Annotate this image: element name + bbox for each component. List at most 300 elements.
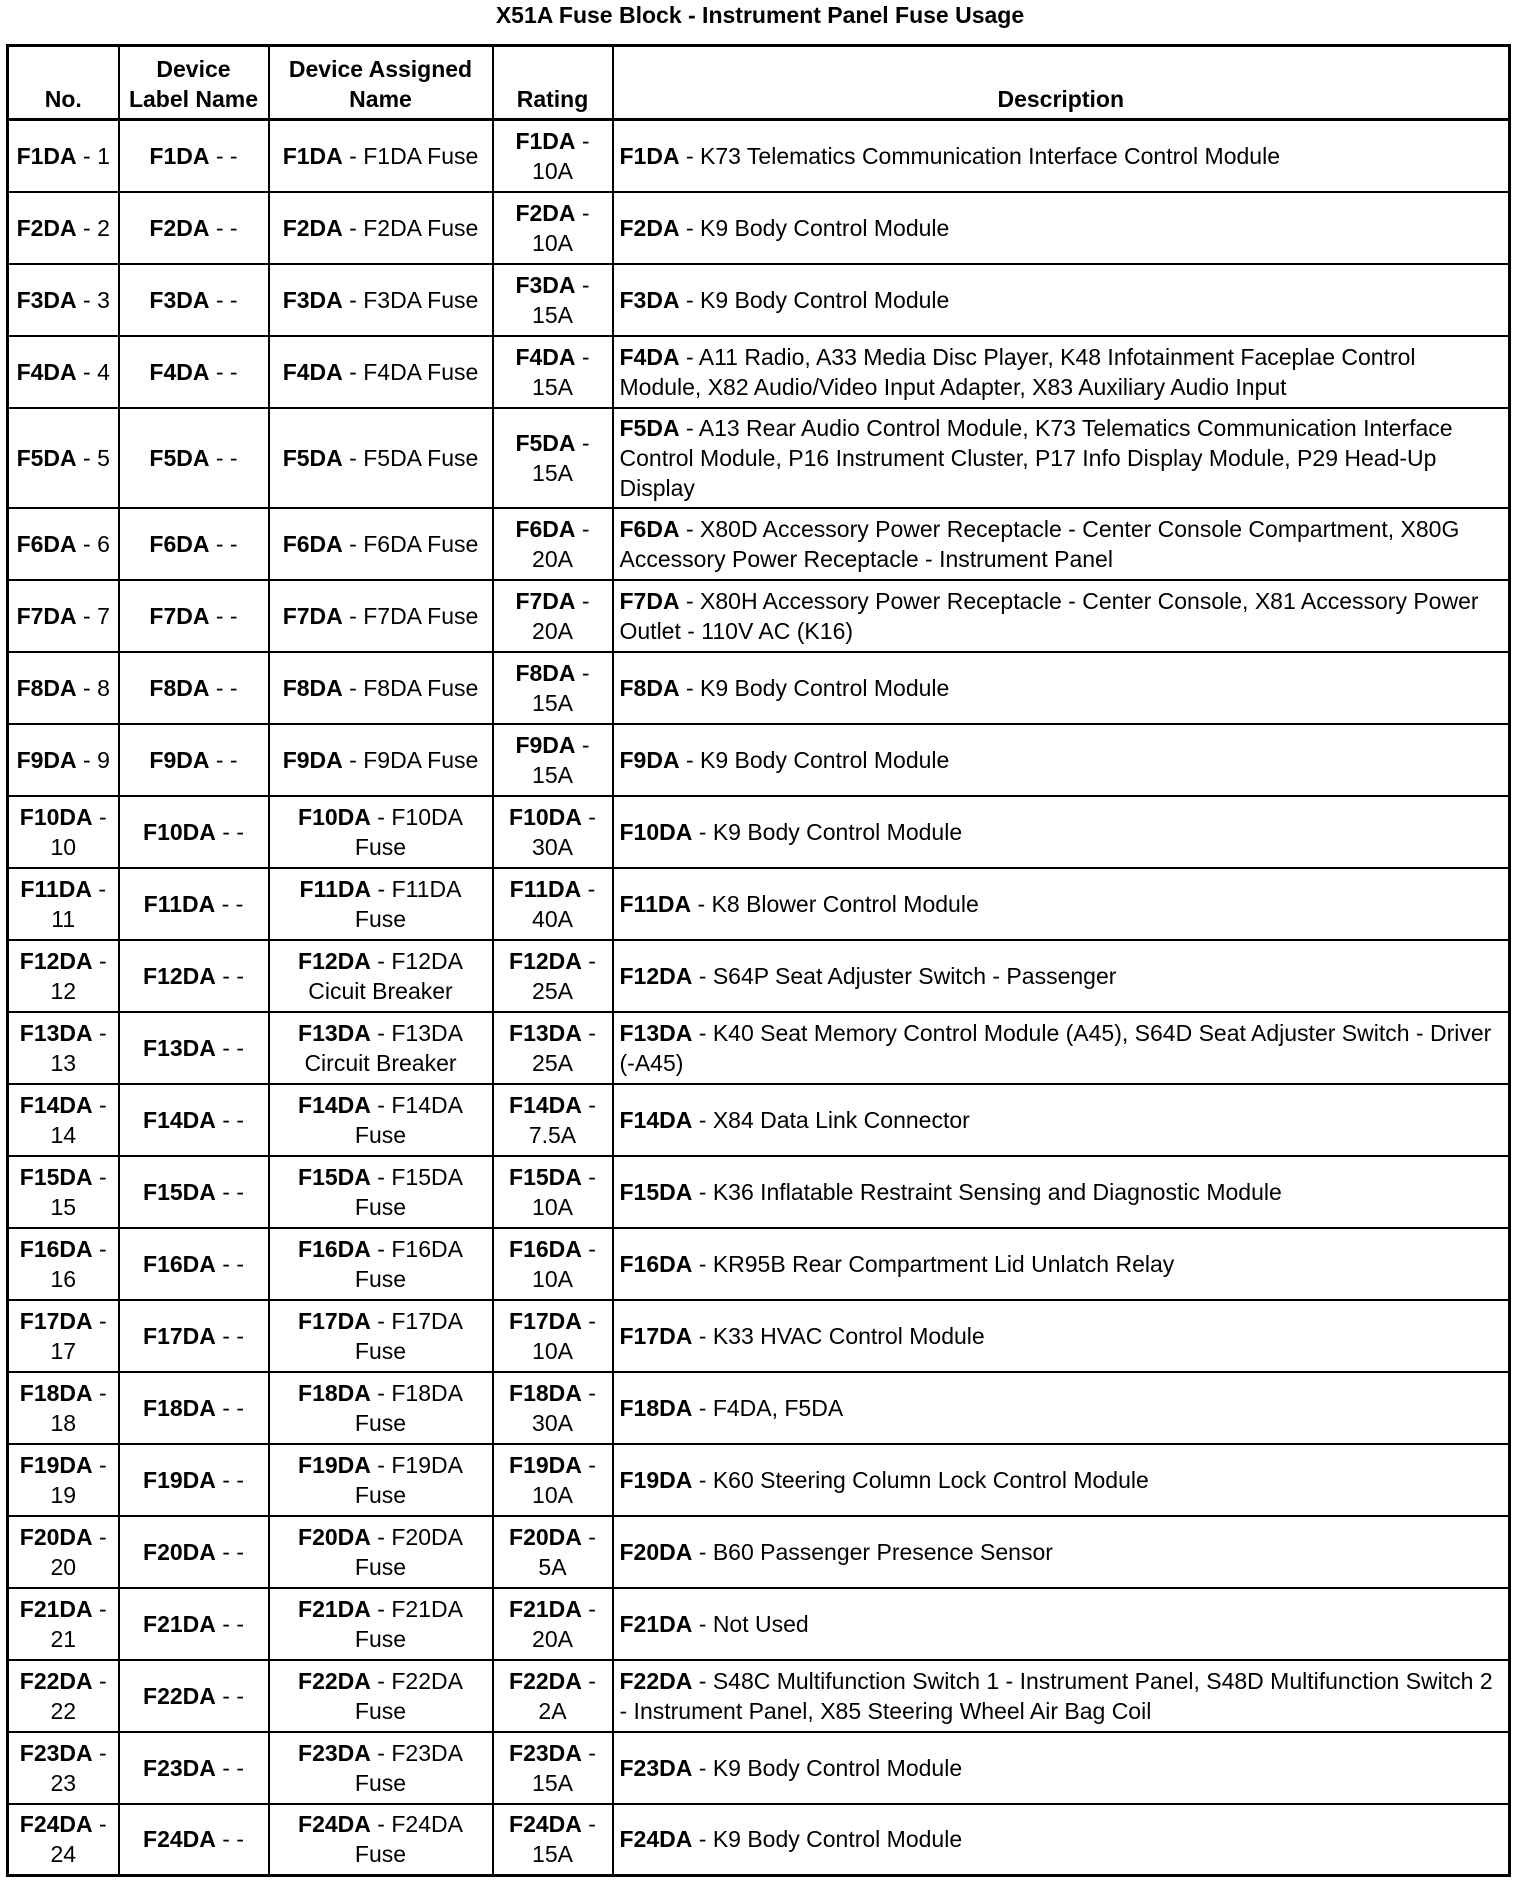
table-row: [8, 408, 1510, 508]
cell-no: F3DA - 3: [8, 264, 119, 336]
fuse-id: F13DA: [619, 1019, 693, 1046]
cell-rating: F12DA - 25A: [493, 940, 613, 1012]
cell-device-assigned-name: F7DA - F7DA Fuse: [269, 580, 493, 652]
cell-no: F6DA - 6: [8, 508, 119, 580]
description-text: K40 Seat Memory Control Module (A45), S64D Seat Adjuster Switch - Driver (-A45): [619, 1019, 1492, 1076]
cell-device-label-name: F7DA - -: [119, 580, 269, 652]
assigned-name: F8DA Fuse: [363, 674, 479, 701]
fuse-id: F19DA: [298, 1451, 371, 1478]
table-row: [8, 652, 1510, 724]
cell-rating: F4DA - 15A: [493, 336, 613, 408]
cell-device-label-name: F22DA - -: [119, 1660, 269, 1732]
cell-device-label-name: F15DA - -: [119, 1156, 269, 1228]
fuse-id: F10DA: [509, 803, 582, 830]
fuse-id: F12DA: [19, 947, 93, 974]
table-row: [8, 1732, 1510, 1804]
cell-rating: F17DA - 10A: [493, 1300, 613, 1372]
fuse-id: F8DA: [619, 674, 680, 701]
assigned-name: F21DA Fuse: [354, 1595, 463, 1652]
fuse-id: F1DA: [619, 142, 680, 169]
table-row: [8, 1804, 1510, 1876]
cell-no: F2DA - 2: [8, 192, 119, 264]
fuse-id: F21DA: [298, 1595, 371, 1622]
cell-description: F10DA - K9 Body Control Module: [613, 796, 1510, 868]
fuse-id: F12DA: [298, 947, 371, 974]
cell-description: F6DA - X80D Accessory Power Receptacle - Center Console Compartment, X80G Accessory Power Receptacle - Instrument Panel: [613, 508, 1510, 580]
fuse-id: F14DA: [298, 1091, 371, 1118]
rating-value: 15A: [532, 459, 573, 486]
fuse-id: F19DA: [619, 1466, 693, 1493]
fuse-id: F22DA: [298, 1667, 371, 1694]
fuse-id: F10DA: [619, 818, 693, 845]
cell-device-label-name: F16DA - -: [119, 1228, 269, 1300]
cell-device-assigned-name: F19DA - F19DA Fuse: [269, 1444, 493, 1516]
fuse-id: F22DA: [143, 1682, 216, 1709]
fuse-id: F9DA: [282, 746, 343, 773]
fuse-id: F7DA: [282, 602, 343, 629]
description-text: S48C Multifunction Switch 1 - Instrument Panel, S48D Multifunction Switch 2 - Instrument Panel, X85 Steering Wheel Air Bag Coil: [619, 1667, 1493, 1724]
table-row: [8, 264, 1510, 336]
description-text: A11 Radio, A33 Media Disc Player, K48 Infotainment Faceplae Control Module, X82 Audio/Video Input Adapter, X83 Auxiliary Audio Input: [619, 343, 1416, 400]
fuse-id: F9DA: [619, 746, 680, 773]
fuse-id: F2DA: [149, 214, 210, 241]
fuse-id: F22DA: [619, 1667, 693, 1694]
table-body: [8, 120, 1510, 1876]
fuse-id: F21DA: [143, 1610, 216, 1637]
fuse-id: F11DA: [299, 875, 372, 902]
cell-device-assigned-name: F12DA - F12DA Cicuit Breaker: [269, 940, 493, 1012]
description-text: K36 Inflatable Restraint Sensing and Diagnostic Module: [712, 1178, 1282, 1205]
assigned-name: F12DA Cicuit Breaker: [308, 947, 463, 1004]
description-text: K9 Body Control Module: [700, 674, 950, 701]
rating-value: 15A: [532, 1841, 573, 1868]
rating-value: 20A: [532, 1625, 573, 1652]
description-text: K9 Body Control Module: [712, 818, 963, 845]
cell-rating: F21DA - 20A: [493, 1588, 613, 1660]
cell-no: F5DA - 5: [8, 408, 119, 508]
fuse-id: F22DA: [509, 1667, 582, 1694]
cell-no: F22DA - 22: [8, 1660, 119, 1732]
column-header-device-assigned-name: Device Assigned Name: [269, 46, 493, 120]
cell-description: F13DA - K40 Seat Memory Control Module (A45), S64D Seat Adjuster Switch - Driver (-A45): [613, 1012, 1510, 1084]
fuse-number: 17: [50, 1337, 77, 1364]
cell-rating: F8DA - 15A: [493, 652, 613, 724]
fuse-id: F1DA: [515, 127, 576, 154]
fuse-id: F5DA: [149, 444, 210, 471]
cell-device-assigned-name: F2DA - F2DA Fuse: [269, 192, 493, 264]
cell-device-assigned-name: F6DA - F6DA Fuse: [269, 508, 493, 580]
fuse-number: 3: [97, 286, 110, 313]
cell-rating: F9DA - 15A: [493, 724, 613, 796]
fuse-number: 15: [50, 1193, 77, 1220]
cell-device-label-name: F3DA - -: [119, 264, 269, 336]
table-row: [8, 1156, 1510, 1228]
rating-value: 40A: [532, 905, 573, 932]
cell-rating: F20DA - 5A: [493, 1516, 613, 1588]
assigned-name: F13DA Circuit Breaker: [304, 1019, 463, 1076]
fuse-id: F8DA: [149, 674, 210, 701]
rating-value: 7.5A: [528, 1121, 577, 1148]
description-text: K33 HVAC Control Module: [712, 1322, 985, 1349]
cell-description: F2DA - K9 Body Control Module: [613, 192, 1510, 264]
cell-device-assigned-name: F23DA - F23DA Fuse: [269, 1732, 493, 1804]
rating-value: 10A: [532, 1481, 573, 1508]
description-text: K9 Body Control Module: [712, 1826, 963, 1853]
rating-value: 5A: [538, 1553, 567, 1580]
fuse-id: F16DA: [298, 1235, 371, 1262]
cell-description: F19DA - K60 Steering Column Lock Control Module: [613, 1444, 1510, 1516]
cell-description: F22DA - S48C Multifunction Switch 1 - Instrument Panel, S48D Multifunction Switch 2 - Instrument Panel, X85 Steering Wheel Air Bag Coil: [613, 1660, 1510, 1732]
fuse-id: F17DA: [143, 1322, 216, 1349]
fuse-number: 20: [50, 1553, 77, 1580]
fuse-id: F15DA: [509, 1163, 582, 1190]
cell-device-assigned-name: F13DA - F13DA Circuit Breaker: [269, 1012, 493, 1084]
rating-value: 10A: [532, 229, 573, 256]
cell-rating: F23DA - 15A: [493, 1732, 613, 1804]
rating-value: 10A: [532, 1337, 573, 1364]
assigned-name: F24DA Fuse: [354, 1811, 463, 1868]
table-row: [8, 1516, 1510, 1588]
cell-device-assigned-name: F18DA - F18DA Fuse: [269, 1372, 493, 1444]
assigned-name: F19DA Fuse: [354, 1451, 463, 1508]
fuse-id: F4DA: [149, 358, 210, 385]
rating-value: 15A: [532, 301, 573, 328]
description-text: S64P Seat Adjuster Switch - Passenger: [712, 962, 1117, 989]
fuse-id: F6DA: [149, 530, 210, 557]
assigned-name: F7DA Fuse: [363, 602, 479, 629]
fuse-number: 23: [50, 1769, 77, 1796]
fuse-id: F4DA: [282, 358, 343, 385]
cell-device-label-name: F9DA - -: [119, 724, 269, 796]
fuse-id: F8DA: [16, 674, 77, 701]
cell-device-label-name: F24DA - -: [119, 1804, 269, 1876]
assigned-name: F4DA Fuse: [363, 358, 479, 385]
assigned-name: F9DA Fuse: [363, 746, 479, 773]
rating-value: 15A: [532, 1769, 573, 1796]
cell-description: F8DA - K9 Body Control Module: [613, 652, 1510, 724]
cell-rating: F19DA - 10A: [493, 1444, 613, 1516]
cell-rating: F10DA - 30A: [493, 796, 613, 868]
fuse-id: F19DA: [509, 1451, 582, 1478]
fuse-id: F18DA: [619, 1394, 693, 1421]
fuse-id: F17DA: [509, 1307, 582, 1334]
fuse-id: F15DA: [19, 1163, 93, 1190]
fuse-id: F2DA: [515, 199, 576, 226]
cell-description: F17DA - K33 HVAC Control Module: [613, 1300, 1510, 1372]
cell-device-label-name: F20DA - -: [119, 1516, 269, 1588]
cell-device-assigned-name: F4DA - F4DA Fuse: [269, 336, 493, 408]
fuse-id: F4DA: [619, 343, 680, 370]
cell-description: F21DA - Not Used: [613, 1588, 1510, 1660]
description-text: K9 Body Control Module: [700, 746, 950, 773]
cell-device-label-name: F10DA - -: [119, 796, 269, 868]
fuse-id: F13DA: [509, 1019, 582, 1046]
table-row: [8, 1444, 1510, 1516]
fuse-id: F24DA: [509, 1811, 582, 1838]
fuse-id: F16DA: [19, 1235, 93, 1262]
cell-rating: F16DA - 10A: [493, 1228, 613, 1300]
fuse-number: 16: [50, 1265, 77, 1292]
fuse-number: 7: [97, 602, 110, 629]
fuse-id: F18DA: [19, 1379, 93, 1406]
fuse-id: F21DA: [619, 1610, 693, 1637]
table-row: [8, 192, 1510, 264]
assigned-name: F1DA Fuse: [363, 142, 479, 169]
assigned-name: F11DA Fuse: [354, 875, 462, 932]
cell-description: F24DA - K9 Body Control Module: [613, 1804, 1510, 1876]
fuse-id: F4DA: [16, 358, 77, 385]
cell-device-assigned-name: F24DA - F24DA Fuse: [269, 1804, 493, 1876]
fuse-number: 22: [50, 1697, 77, 1724]
cell-no: F19DA - 19: [8, 1444, 119, 1516]
cell-device-label-name: F11DA - -: [119, 868, 269, 940]
fuse-id: F15DA: [619, 1178, 693, 1205]
cell-device-assigned-name: F3DA - F3DA Fuse: [269, 264, 493, 336]
rating-value: 15A: [532, 761, 573, 788]
fuse-number: 24: [50, 1841, 77, 1868]
rating-value: 10A: [532, 1265, 573, 1292]
fuse-id: F11DA: [20, 875, 93, 902]
cell-rating: F7DA - 20A: [493, 580, 613, 652]
fuse-id: F5DA: [515, 429, 576, 456]
page-title: X51A Fuse Block - Instrument Panel Fuse Usage: [495, 2, 1025, 28]
description-text: Not Used: [712, 1610, 809, 1637]
cell-no: F23DA - 23: [8, 1732, 119, 1804]
fuse-id: F19DA: [19, 1451, 93, 1478]
fuse-id: F20DA: [619, 1538, 693, 1565]
fuse-id: F16DA: [509, 1235, 582, 1262]
cell-no: F15DA - 15: [8, 1156, 119, 1228]
rating-value: 30A: [532, 833, 573, 860]
assigned-name: F22DA Fuse: [354, 1667, 463, 1724]
cell-no: F17DA - 17: [8, 1300, 119, 1372]
cell-no: F1DA - 1: [8, 120, 119, 192]
table-row: [8, 724, 1510, 796]
cell-device-assigned-name: F8DA - F8DA Fuse: [269, 652, 493, 724]
cell-description: F20DA - B60 Passenger Presence Sensor: [613, 1516, 1510, 1588]
fuse-id: F24DA: [619, 1826, 693, 1853]
cell-description: F4DA - A11 Radio, A33 Media Disc Player, K48 Infotainment Faceplae Control Module, X82 Audio/Video Input Adapter, X83 Auxiliary Audio Input: [613, 336, 1510, 408]
assigned-name: F10DA Fuse: [354, 803, 463, 860]
table-row: [8, 1300, 1510, 1372]
cell-no: F12DA - 12: [8, 940, 119, 1012]
table-row: [8, 1588, 1510, 1660]
cell-device-assigned-name: F11DA - F11DA Fuse: [269, 868, 493, 940]
cell-device-label-name: F17DA - -: [119, 1300, 269, 1372]
fuse-id: F6DA: [16, 530, 77, 557]
fuse-number: 10: [50, 833, 77, 860]
cell-device-label-name: F18DA - -: [119, 1372, 269, 1444]
fuse-id: F3DA: [619, 286, 680, 313]
fuse-id: F7DA: [619, 587, 680, 614]
cell-rating: F14DA - 7.5A: [493, 1084, 613, 1156]
table-row: [8, 336, 1510, 408]
column-header-no: No.: [8, 46, 119, 120]
fuse-id: F13DA: [19, 1019, 93, 1046]
fuse-id: F3DA: [16, 286, 77, 313]
fuse-id: F5DA: [619, 414, 680, 441]
fuse-id: F11DA: [509, 875, 582, 902]
fuse-id: F24DA: [143, 1826, 216, 1853]
fuse-id: F12DA: [509, 947, 582, 974]
cell-description: F7DA - X80H Accessory Power Receptacle - Center Console, X81 Accessory Power Outlet - 110V AC (K16): [613, 580, 1510, 652]
table-row: [8, 508, 1510, 580]
cell-device-label-name: F1DA - -: [119, 120, 269, 192]
cell-no: F20DA - 20: [8, 1516, 119, 1588]
cell-no: F18DA - 18: [8, 1372, 119, 1444]
cell-device-assigned-name: F5DA - F5DA Fuse: [269, 408, 493, 508]
cell-no: F16DA - 16: [8, 1228, 119, 1300]
assigned-name: F2DA Fuse: [363, 214, 479, 241]
table-row: [8, 580, 1510, 652]
cell-device-assigned-name: F15DA - F15DA Fuse: [269, 1156, 493, 1228]
fuse-number: 6: [97, 530, 110, 557]
fuse-id: F16DA: [619, 1250, 693, 1277]
fuse-number: 21: [50, 1625, 77, 1652]
assigned-name: F16DA Fuse: [354, 1235, 463, 1292]
fuse-id: F4DA: [515, 343, 576, 370]
description-text: B60 Passenger Presence Sensor: [712, 1538, 1053, 1565]
description-text: X80D Accessory Power Receptacle - Center Console Compartment, X80G Accessory Power Receptacle - Instrument Panel: [619, 515, 1460, 572]
cell-description: F16DA - KR95B Rear Compartment Lid Unlatch Relay: [613, 1228, 1510, 1300]
table-row: [8, 796, 1510, 868]
fuse-number: 9: [97, 746, 110, 773]
assigned-name: F5DA Fuse: [363, 444, 479, 471]
cell-device-label-name: F13DA - -: [119, 1012, 269, 1084]
fuse-id: F5DA: [16, 444, 77, 471]
fuse-id: F23DA: [19, 1739, 93, 1766]
cell-description: F23DA - K9 Body Control Module: [613, 1732, 1510, 1804]
cell-rating: F1DA - 10A: [493, 120, 613, 192]
cell-device-label-name: F19DA - -: [119, 1444, 269, 1516]
cell-description: F3DA - K9 Body Control Module: [613, 264, 1510, 336]
cell-rating: F15DA - 10A: [493, 1156, 613, 1228]
rating-value: 25A: [532, 977, 573, 1004]
fuse-id: F15DA: [298, 1163, 371, 1190]
fuse-id: F20DA: [298, 1523, 371, 1550]
fuse-number: 19: [50, 1481, 77, 1508]
cell-device-assigned-name: F16DA - F16DA Fuse: [269, 1228, 493, 1300]
column-header-description: Description: [613, 46, 1510, 120]
fuse-number: 18: [50, 1409, 77, 1436]
description-text: K73 Telematics Communication Interface Control Module: [700, 142, 1280, 169]
fuse-id: F6DA: [619, 515, 680, 542]
assigned-name: F17DA Fuse: [354, 1307, 463, 1364]
fuse-number: 4: [97, 358, 110, 385]
fuse-id: F3DA: [149, 286, 210, 313]
cell-no: F7DA - 7: [8, 580, 119, 652]
description-text: X80H Accessory Power Receptacle - Center Console, X81 Accessory Power Outlet - 110V AC (K16): [619, 587, 1479, 644]
fuse-id: F20DA: [19, 1523, 93, 1550]
fuse-id: F1DA: [149, 142, 210, 169]
cell-rating: F6DA - 20A: [493, 508, 613, 580]
fuse-id: F13DA: [143, 1034, 216, 1061]
cell-device-label-name: F4DA - -: [119, 336, 269, 408]
rating-value: 20A: [532, 545, 573, 572]
cell-no: F11DA - 11: [8, 868, 119, 940]
cell-description: F15DA - K36 Inflatable Restraint Sensing and Diagnostic Module: [613, 1156, 1510, 1228]
fuse-number: 12: [50, 977, 77, 1004]
table-row: [8, 1372, 1510, 1444]
fuse-id: F10DA: [143, 818, 216, 845]
table-row: [8, 940, 1510, 1012]
cell-no: F4DA - 4: [8, 336, 119, 408]
table-row: [8, 1012, 1510, 1084]
table-row: [8, 1084, 1510, 1156]
fuse-id: F21DA: [509, 1595, 582, 1622]
table-row: [8, 1660, 1510, 1732]
fuse-id: F13DA: [298, 1019, 371, 1046]
fuse-id: F7DA: [16, 602, 77, 629]
fuse-id: F1DA: [282, 142, 343, 169]
assigned-name: F18DA Fuse: [354, 1379, 463, 1436]
cell-device-label-name: F23DA - -: [119, 1732, 269, 1804]
fuse-id: F9DA: [515, 731, 576, 758]
fuse-id: F20DA: [143, 1538, 216, 1565]
table-row: [8, 868, 1510, 940]
fuse-id: F9DA: [149, 746, 210, 773]
cell-device-assigned-name: F22DA - F22DA Fuse: [269, 1660, 493, 1732]
cell-rating: F13DA - 25A: [493, 1012, 613, 1084]
cell-device-assigned-name: F9DA - F9DA Fuse: [269, 724, 493, 796]
cell-rating: F5DA - 15A: [493, 408, 613, 508]
fuse-id: F2DA: [282, 214, 343, 241]
rating-value: 15A: [532, 689, 573, 716]
cell-device-label-name: F6DA - -: [119, 508, 269, 580]
cell-device-assigned-name: F21DA - F21DA Fuse: [269, 1588, 493, 1660]
fuse-id: F6DA: [515, 515, 576, 542]
fuse-id: F6DA: [282, 530, 343, 557]
cell-rating: F24DA - 15A: [493, 1804, 613, 1876]
cell-no: F24DA - 24: [8, 1804, 119, 1876]
cell-device-assigned-name: F20DA - F20DA Fuse: [269, 1516, 493, 1588]
column-header-rating: Rating: [493, 46, 613, 120]
fuse-id: F23DA: [619, 1754, 693, 1781]
fuse-id: F7DA: [515, 587, 576, 614]
fuse-id: F7DA: [149, 602, 210, 629]
cell-device-label-name: F14DA - -: [119, 1084, 269, 1156]
cell-no: F10DA - 10: [8, 796, 119, 868]
fuse-id: F8DA: [282, 674, 343, 701]
description-text: F4DA, F5DA: [712, 1394, 844, 1421]
cell-description: F9DA - K9 Body Control Module: [613, 724, 1510, 796]
fuse-id: F10DA: [298, 803, 371, 830]
fuse-id: F10DA: [19, 803, 93, 830]
cell-no: F14DA - 14: [8, 1084, 119, 1156]
cell-no: F9DA - 9: [8, 724, 119, 796]
cell-device-assigned-name: F14DA - F14DA Fuse: [269, 1084, 493, 1156]
fuse-id: F9DA: [16, 746, 77, 773]
fuse-id: F2DA: [619, 214, 680, 241]
fuse-id: F18DA: [298, 1379, 371, 1406]
assigned-name: F20DA Fuse: [354, 1523, 463, 1580]
cell-device-label-name: F2DA - -: [119, 192, 269, 264]
cell-description: F1DA - K73 Telematics Communication Interface Control Module: [613, 120, 1510, 192]
fuse-id: F11DA: [143, 890, 216, 917]
fuse-number: 8: [97, 674, 110, 701]
cell-device-assigned-name: F10DA - F10DA Fuse: [269, 796, 493, 868]
cell-rating: F11DA - 40A: [493, 868, 613, 940]
fuse-id: F21DA: [19, 1595, 93, 1622]
fuse-id: F17DA: [19, 1307, 93, 1334]
cell-description: F5DA - A13 Rear Audio Control Module, K73 Telematics Communication Interface Control Module, P16 Instrument Cluster, P17 Info Display Module, P29 Head-Up Display: [613, 408, 1510, 508]
table-header-row: [8, 46, 1510, 120]
fuse-id: F23DA: [143, 1754, 216, 1781]
fuse-usage-table: [6, 44, 1511, 1877]
cell-device-label-name: F5DA - -: [119, 408, 269, 508]
fuse-id: F14DA: [619, 1106, 693, 1133]
cell-no: F21DA - 21: [8, 1588, 119, 1660]
